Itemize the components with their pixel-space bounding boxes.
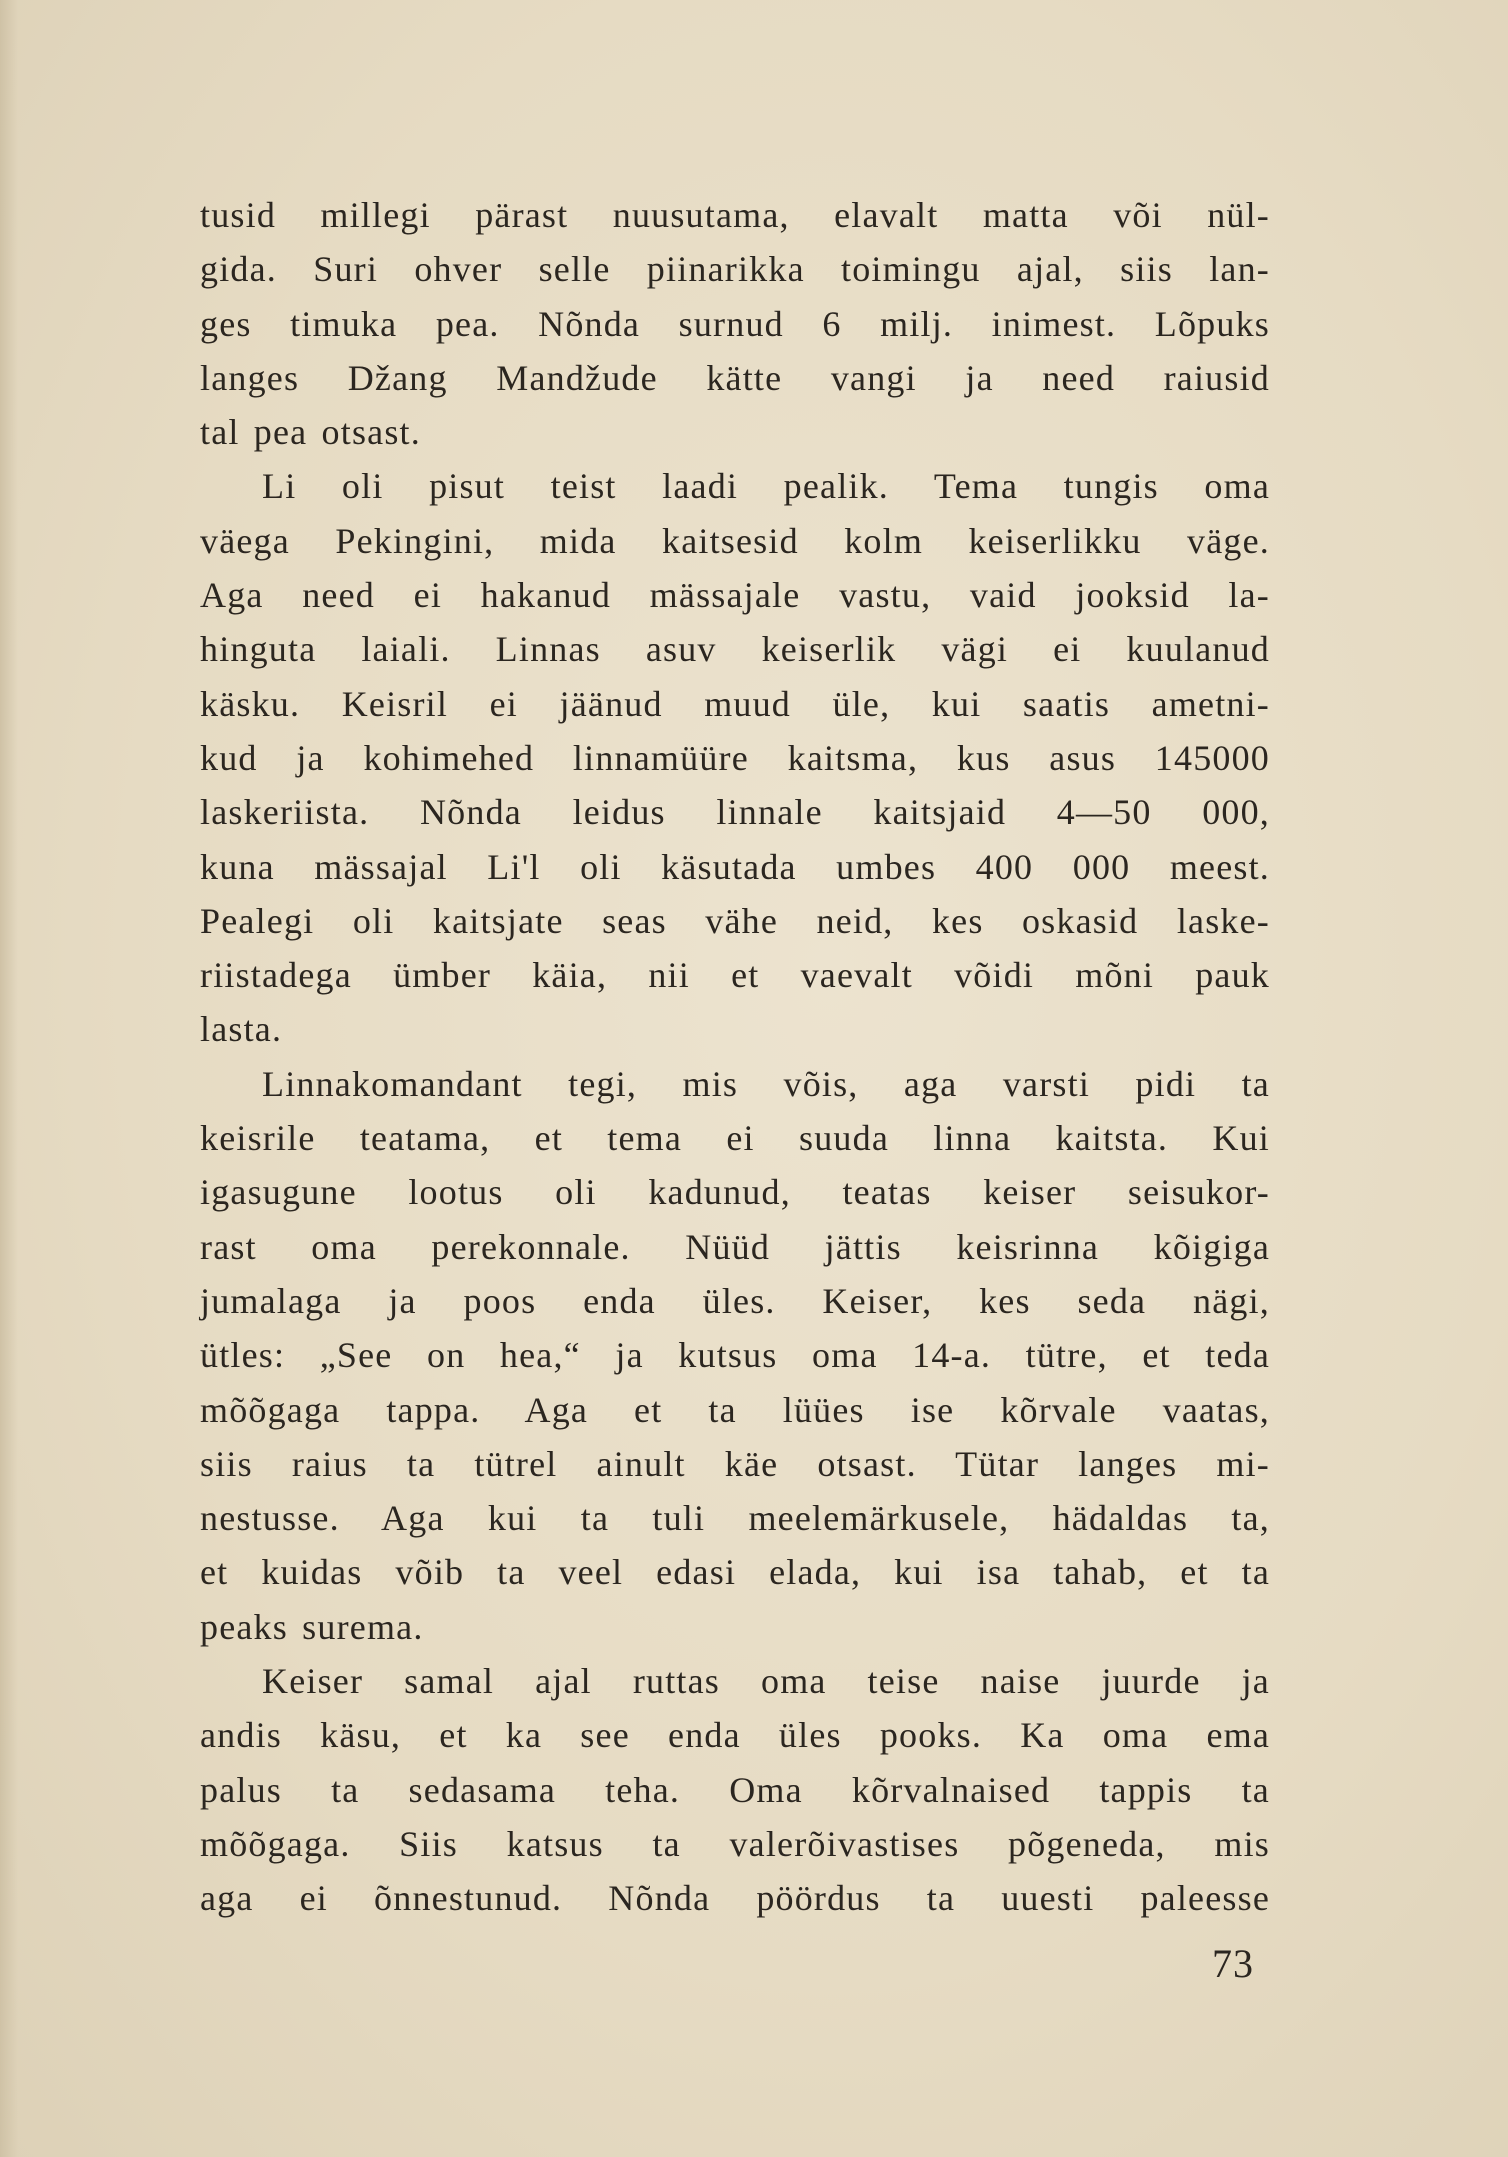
text-line: mõõgaga. Siis katsus ta valerõivastises põgeneda, mis xyxy=(200,1823,1270,1864)
text-line: kud ja kohimehed linnamüüre kaitsma, kus asus 145000 xyxy=(200,737,1270,778)
paragraph-start-line: Linnakomandant tegi, mis võis, aga varsti pidi ta xyxy=(262,1063,1270,1104)
text-line: igasugune lootus oli kadunud, teatas keiser seisukor- xyxy=(200,1172,1270,1213)
paragraph-start-line: Keiser samal ajal ruttas oma teise naise juurde ja xyxy=(262,1661,1270,1702)
page-number: 73 xyxy=(1212,1941,1254,1986)
text-line: jumalaga ja poos enda üles. Keiser, kes seda nägi, xyxy=(200,1280,1270,1321)
text-line: nestusse. Aga kui ta tuli meelemärkusele, hädaldas ta, xyxy=(200,1498,1270,1539)
text-line: gida. Suri ohver selle piinarikka toimingu ajal, siis lan- xyxy=(200,249,1270,290)
page-edge-shadow xyxy=(0,0,18,2157)
text-line: et kuidas võib ta veel edasi elada, kui isa tahab, et ta xyxy=(200,1552,1270,1593)
text-line: palus ta sedasama teha. Oma kõrvalnaised tappis ta xyxy=(200,1769,1270,1810)
text-line: ütles: „See on hea,“ ja kutsus oma 14-a. tütre, et teda xyxy=(200,1335,1270,1376)
text-line: peaks surema. xyxy=(200,1606,424,1647)
text-line: keisrile teatama, et tema ei suuda linna kaitsta. Kui xyxy=(200,1118,1270,1159)
text-line: kuna mässajal Li'l oli käsutada umbes 400 000 meest. xyxy=(200,846,1270,887)
paragraph-start-line: Li oli pisut teist laadi pealik. Tema tungis oma xyxy=(262,466,1270,507)
text-line: mõõgaga tappa. Aga et ta lüües ise kõrvale vaatas, xyxy=(200,1389,1270,1430)
text-line: langes Džang Mandžude kätte vangi ja need raiusid xyxy=(200,357,1270,398)
text-line: laskeriista. Nõnda leidus linnale kaitsjaid 4—50 000, xyxy=(200,792,1270,833)
text-line: rast oma perekonnale. Nüüd jättis keisrinna kõigiga xyxy=(200,1226,1270,1267)
text-line: käsku. Keisril ei jäänud muud üle, kui saatis ametni- xyxy=(200,683,1270,724)
text-line: lasta. xyxy=(200,1009,283,1050)
body-text xyxy=(200,188,1270,1926)
text-line: Pealegi oli kaitsjate seas vähe neid, kes oskasid laske- xyxy=(200,900,1270,941)
text-line: siis raius ta tütrel ainult käe otsast. Tütar langes mi- xyxy=(200,1443,1270,1484)
text-line: riistadega ümber käia, nii et vaevalt võidi mõni pauk xyxy=(200,955,1270,996)
text-line: andis käsu, et ka see enda üles pooks. Ka oma ema xyxy=(200,1715,1270,1756)
text-line: Aga need ei hakanud mässajale vastu, vaid jooksid la- xyxy=(200,575,1270,616)
text-line: aga ei õnnestunud. Nõnda pöördus ta uuesti paleesse xyxy=(200,1878,1270,1919)
text-line: tusid millegi pärast nuusutama, elavalt matta või nül- xyxy=(200,195,1270,235)
text-line: tal pea otsast. xyxy=(200,412,421,453)
text-line: hinguta laiali. Linnas asuv keiserlik vägi ei kuulanud xyxy=(200,629,1270,670)
text-line: väega Pekingini, mida kaitsesid kolm keiserlikku väge. xyxy=(200,520,1270,561)
text-line: ges timuka pea. Nõnda surnud 6 milj. inimest. Lõpuks xyxy=(200,303,1270,344)
